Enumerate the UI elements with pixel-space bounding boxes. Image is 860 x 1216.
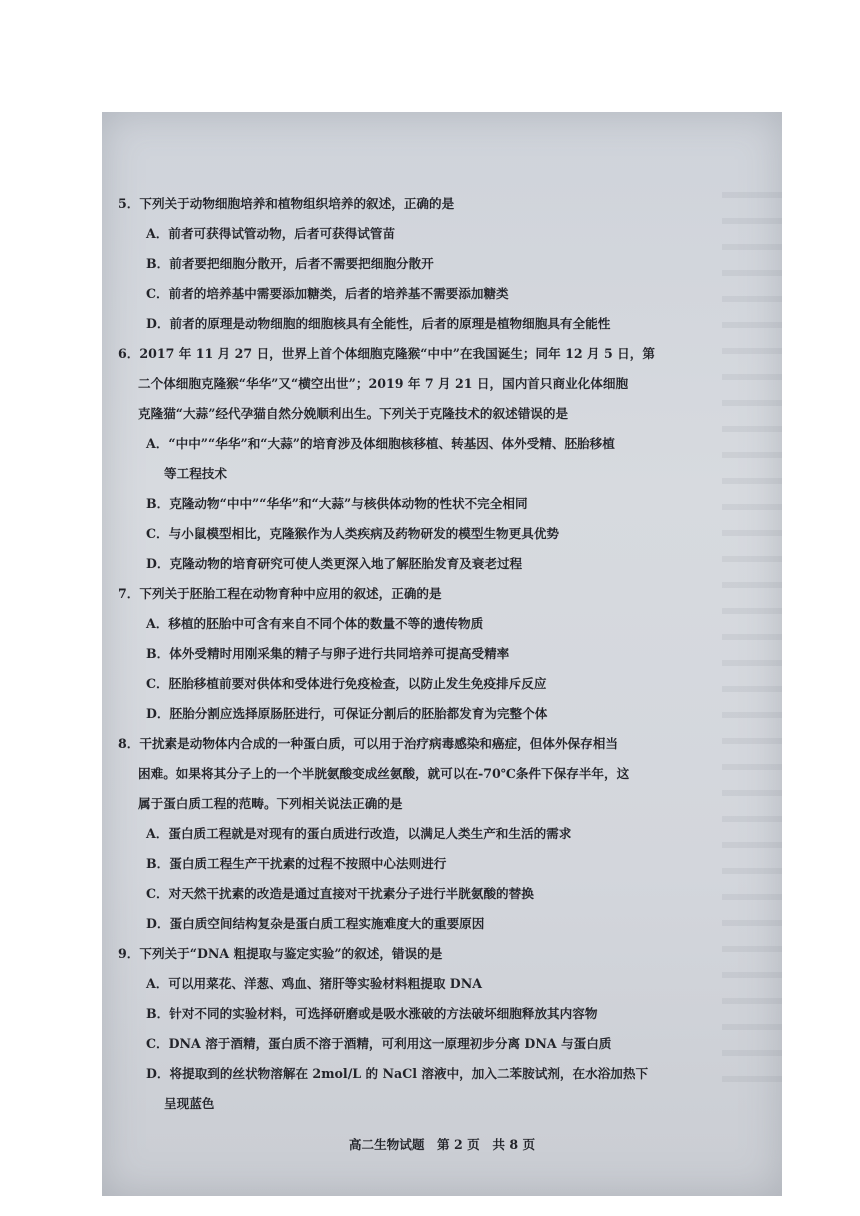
question-6-option-c: C．与小鼠模型相比，克隆猴作为人类疾病及药物研发的模型生物更具优势 (146, 526, 560, 541)
question-8-option-d: D．蛋白质空间结构复杂是蛋白质工程实施难度大的重要原因 (146, 916, 485, 931)
question-5-option-c: C．前者的培养基中需要添加糖类，后者的培养基不需要添加糖类 (146, 286, 509, 301)
question-6-option-a-line-1: A．“中中”“华华”和“大蒜”的培育涉及体细胞核移植、转基因、体外受精、胚胎移植 (146, 436, 615, 451)
question-7-option-b: B．体外受精时用刚采集的精子与卵子进行共同培养可提高受精率 (146, 646, 510, 661)
question-5-option-b: B．前者要把细胞分散开，后者不需要把细胞分散开 (146, 256, 434, 271)
page-footer: 高二生物试题 第 2 页 共 8 页 (348, 1137, 536, 1152)
question-9-stem: 9．下列关于“DNA 粗提取与鉴定实验”的叙述，错误的是 (118, 946, 443, 961)
question-5-stem: 5．下列关于动物细胞培养和植物组织培养的叙述，正确的是 (118, 196, 455, 211)
question-8-stem-line-2: 困难。如果将其分子上的一个半胱氨酸变成丝氨酸，就可以在-70℃条件下保存半年，这 (138, 766, 630, 781)
exam-page (102, 112, 782, 1196)
question-8-stem-line-1: 8．干扰素是动物体内合成的一种蛋白质，可以用于治疗病毒感染和癌症，但体外保存相当 (118, 736, 618, 751)
question-6-option-b: B．克隆动物“中中”“华华”和“大蒜”与核供体动物的性状不完全相同 (146, 496, 528, 511)
question-7-option-d: D．胚胎分割应选择原肠胚进行，可保证分割后的胚胎都发育为完整个体 (146, 706, 548, 721)
question-8-option-a: A．蛋白质工程就是对现有的蛋白质进行改造，以满足人类生产和生活的需求 (146, 826, 572, 841)
question-5-option-a: A．前者可获得试管动物，后者可获得试管苗 (146, 226, 396, 241)
question-7-stem: 7．下列关于胚胎工程在动物育种中应用的叙述，正确的是 (118, 586, 442, 601)
question-9-option-d-line-1: D．将提取到的丝状物溶解在 2mol/L 的 NaCl 溶液中，加入二苯胺试剂，在水浴加热下 (146, 1066, 649, 1081)
page-content (102, 112, 782, 1196)
question-6-option-d: D．克隆动物的培育研究可使人类更深入地了解胚胎发育及衰老过程 (146, 556, 523, 571)
question-9-option-a: A．可以用菜花、洋葱、鸡血、猪肝等实验材料粗提取 DNA (146, 976, 483, 991)
question-8-stem-line-3: 属于蛋白质工程的范畴。下列相关说法正确的是 (138, 796, 403, 811)
question-5-option-d: D．前者的原理是动物细胞的细胞核具有全能性，后者的原理是植物细胞具有全能性 (146, 316, 611, 331)
question-6-stem-line-3: 克隆猫“大蒜”经代孕猫自然分娩顺利出生。下列关于克隆技术的叙述错误的是 (138, 406, 569, 421)
question-9-option-c: C．DNA 溶于酒精，蛋白质不溶于酒精，可利用这一原理初步分离 DNA 与蛋白质 (146, 1036, 612, 1051)
question-6-option-a-line-2: 等工程技术 (164, 466, 227, 481)
question-8-option-b: B．蛋白质工程生产干扰素的过程不按照中心法则进行 (146, 856, 447, 871)
question-9-option-b: B．针对不同的实验材料，可选择研磨或是吸水涨破的方法破坏细胞释放其内容物 (146, 1006, 598, 1021)
question-6-stem-line-2: 二个体细胞克隆猴“华华”又“横空出世”；2019 年 7 月 21 日，国内首只商业化体细胞 (138, 376, 629, 391)
question-8-option-c: C．对天然干扰素的改造是通过直接对干扰素分子进行半胱氨酸的替换 (146, 886, 534, 901)
question-6-stem-line-1: 6．2017 年 11 月 27 日，世界上首个体细胞克隆猴“中中”在我国诞生；同年 12 月 5 日，第 (118, 346, 655, 361)
question-7-option-c: C．胚胎移植前要对供体和受体进行免疫检查，以防止发生免疫排斥反应 (146, 676, 547, 691)
question-9-option-d-line-2: 呈现蓝色 (164, 1096, 215, 1111)
question-7-option-a: A．移植的胚胎中可含有来自不同个体的数量不等的遗传物质 (146, 616, 484, 631)
